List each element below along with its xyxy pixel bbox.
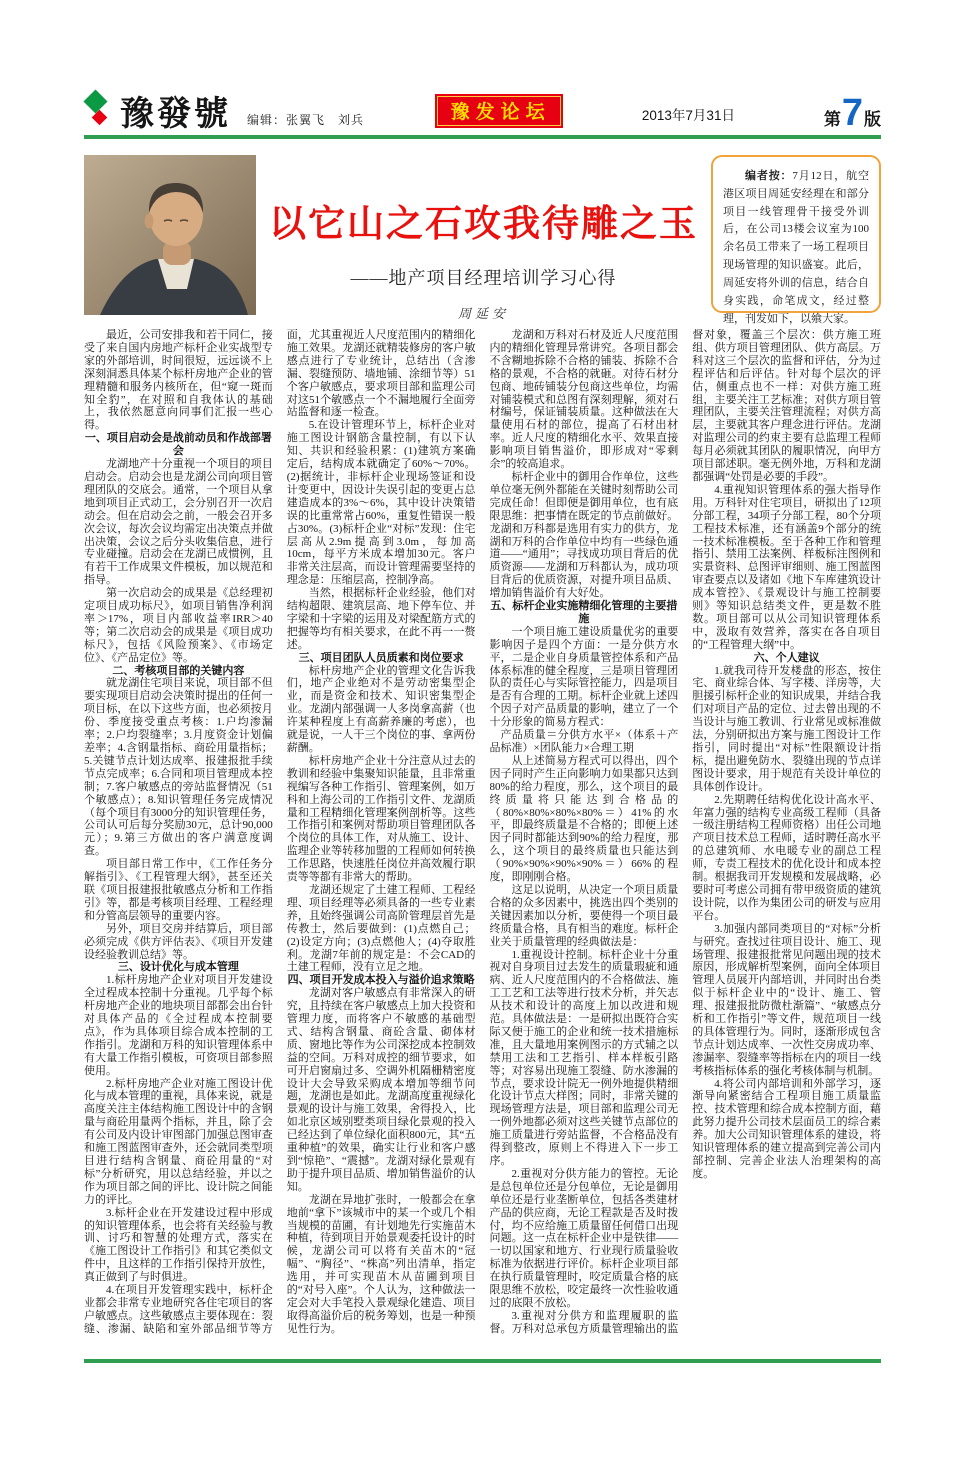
portrait-illustration xyxy=(84,155,256,315)
edition-number: 7 xyxy=(841,91,863,134)
quality-equation: 产品质量＝分供方水平×（体系＋产品标准）×团队能力×合理工期 xyxy=(489,729,679,754)
logo-text: 豫發號 xyxy=(120,96,231,133)
body-paragraph: 1.重视设计控制。标杆企业十分重视对自身项目过去发生的质量瑕疵和通病、近人尺度范围内的不合格做法、施工工艺和工法等进行技术分析，并矢志从技术和设计的高度上加以改进和规范。具体做法是：一是研拟出既符合实际又便于施工的企业和统一技术措施标准，且大量地用案例图示的方式辅之以禁用工法和工艺指引、样本样板引路等；对容易出现施工裂缝、防水渗漏的节点，要求设计院无一例外地提供精细化设计节点大样图；同时，非常关键的现场管理方法是，项目部和监理公司无一例外地都必须对这些关键节点部位的施工质量进行旁站监督，不合格品没有得到整改，原则上不得进入下一步工序。 xyxy=(489,948,679,1167)
edition-prefix: 第 xyxy=(823,109,841,129)
section-heading: 四、项目开发成本投入与溢价追求策略 xyxy=(287,974,475,987)
body-paragraph: 5.在设计管理环节上，标杆企业对施工图设计钢筋含量控制，有以下认知、共识和经验积累：(1)建筑方案确定后，结构成本就确定了60%～70%。(2)据统计，非标杆企业现场签证和设计变更中，因设计失误引起的变更占总建造成本的3%～6%，其中设计决策错误的比重常常占60%，重复性错误一般占30%。(3)标杆企业“对标”发现：住宅层高从2.9m提高到3.0m，每加高10cm，每平方米成本增加30元。客户非常关注层高，而设计管理需要坚持的理念是：压缩层高，控制净高。 xyxy=(286,419,476,587)
article-subtitle: ——地产项目经理培训学习心得 xyxy=(350,268,617,288)
article-title: 以它山之石攻我待雕之玉 xyxy=(269,203,698,244)
body-paragraph: 这足以说明，从决定一个项目质量合格的众多因素中，挑选出四个类别的关键因素加以分析，要使得一个项目最终质量合格，具有相当的难度。标杆企业关于质量管理的经典做法是： xyxy=(489,883,679,948)
body-paragraph: 2.重视对分供方能力的管控。无论是总包单位还是分包单位，无论是御用单位还是行业垄断单位，包括各类建材产品的供应商，无论工程款是否及时拨付，均不应给施工质量留任何借口出现问题。这一点在标杆企业中是铁律——一切以国家和地方、行业现行质量验收标准为依据进行评价。标杆企业项目部在执行质量管理时，咬定质量合格的底限思维不放松，咬定最终一次性验收通过的底限不放松。 xyxy=(489,1167,679,1309)
publication-date: 2013年7月31日 xyxy=(641,108,735,123)
body-paragraph: 3.加强内部同类项目的“对标”分析与研究。查找过往项目设计、施工、现场管理、报建报批常见问题出现的技术原因，形成解析型案例，面向全体项目管理人员展开内部培训，并同时出台类似于标杆企业中的“设计、施工、管理、报建报批防微杜渐篇”、“敏感点分析和工作指引”等文件，规范项目一线的具体管理行为。同时，逐渐形成包含节点计划达成率、一次性交房成功率、渗漏率、裂缝率等指标在内的项目一线考核指标体系的强化考核体制与机制。 xyxy=(692,922,881,1077)
body-paragraph: 从上述简易方程式可以得出，四个因子同时产生正向影响力如果都只达到80%的给力程度，那么，这个项目的最终质量将只能达到合格品的（80%×80%×80%×80%＝）41%的水平，即最终质量是不合格的；即便上述因子同时都能达到90%的给力程度，那么，这个项目的最终质量也只能达到（90%×90%×90%×90%＝）66%的程度，即刚刚合格。 xyxy=(489,754,679,884)
body-paragraph: 标杆房地产企业的管理文化告诉我们，地产企业绝对不是劳动密集型企业，而是资金和技术、知识密集型企业。龙湖内部强调一人多岗拿高薪（也许某种程度上有高薪养廉的考虑），也就是说，一人干三个岗位的事、拿两份薪酬。 xyxy=(286,664,476,754)
body-paragraph: 3.标杆企业在开发建设过程中形成的知识管理体系，也会将有关经验与教训、讨巧和智慧的处理方式，落实在《施工图设计工作指引》和其它类似文件中，且这样的工作指引保持开放性，真正做到了与时俱进。 xyxy=(84,1206,273,1284)
editor-note-box xyxy=(711,155,881,325)
forum-banner xyxy=(435,94,563,128)
body-paragraph: 2.先期聘任结构优化设计高水平、年富力强的结构专业高级工程师（具备一级注册结构工程师资格）出任公司地产项目技术总工程师，适时聘任高水平的总建筑师、水电暖专业的副总工程师，专责工程技术的优化设计和成本控制。根据我司开发规模和发展战略，必要时可考虑公司拥有带甲级资质的建筑设计院，以作为集团公司的研发与应用平台。 xyxy=(692,793,881,922)
body-paragraph: 龙湖还规定了土建工程师、工程经理、项目经理等必须具备的一些专业素养，且始终强调公司高阶管理层首先是传教士，然后要做到：(1)点燃自己；(2)设定方向；(3)点燃他人；(4)夺取胜利。龙湖7年前的规定是：不会CAD的土建工程师，没有立足之地。 xyxy=(286,883,476,974)
editor-note-label: 编者按： xyxy=(745,170,793,182)
body-paragraph: 标杆房地产企业十分注意从过去的教训和经验中集聚知识能量，且非常重视编写各种工作指引、管理案例，如万科和上海公司的工作指引文件、龙湖质量和工程精细化管理案例剖析等。这些工作指引和案例对帮助项目管理团队各个岗位的具体工作，对从施工、设计、监理企业等转移加盟的工程师如何转换工作思路，快速胜任岗位并高效履行职责等等都有非常大的帮助。 xyxy=(286,754,476,884)
section-heading: 五、标杆企业实施精细化管理的主要措施 xyxy=(490,600,678,625)
body-paragraph: 1.标杆房地产企业对项目开发建设全过程成本控制十分重视。几乎每个标杆房地产企业的地块项目部都会出台针对具体产品的《全过程成本控制要点》，作为具体项目综合成本控制的工作指引。龙湖和万科的知识管理体系中有大量工作指引模板，可资项目部参照使用。 xyxy=(84,974,273,1077)
body-paragraph: 龙湖在异地扩张时，一般都会在拿地前“拿下”该城市中的某一个或几个相当规模的苗圃，有计划地先行实施苗木种植，待到项目开始景观委托设计的时候，龙湖公司可以将有关苗木的“冠幅”、“胸径”、“株高”列出清单，指定选用，并可实现苗木从苗圃到项目的“对号入座”。个人认为，这种做法一定会对大手笔投入景观绿化建造、项目取得高溢价后的税务筹划，也是一种预见性行为。 xyxy=(286,1193,476,1335)
title-block xyxy=(256,155,711,319)
body-paragraph: 另外，项目交房并结算后，项目部必须完成《供方评估表》、《项目开发建设经验教训总结》等。 xyxy=(84,922,273,961)
editor-note-text: 7月12日，航空港区项目周延安经理在和部分项目一线管理骨干接受外训后，在公司13楼会议室为100余名员工带来了一场工程项目现场管理的知识盛宴。此后，周延安将外训的信息，结合自身实践，命笔成文，经过整理，刊发如下，以飨大家。 xyxy=(723,170,870,325)
forum-banner-text: 豫发论坛 xyxy=(450,102,551,123)
section-heading: 二、考核项目部的关键内容 xyxy=(112,664,245,677)
body-paragraph: 2.标杆房地产企业对施工图设计优化与成本管理的重视，具体来说，就是高度关注主体结构施工图设计中的含钢量与商砼用量两个指标，并且，除了会有公司及内设计审图部门加强总图审查和施工图蓝图审查外，还会就同类型项目进行结构含钢量、商砼用量的“对标”分析研究，用以总结经验，并以之作为项目部之间的评比、设计院之间能力的评比。 xyxy=(84,1077,273,1206)
body-paragraph: 标杆企业中的御用合作单位，这些单位毫无例外都能在关键时刻帮助公司完成任命！但即便是御用单位，也有底限思维：把事情在既定的节点前做好。龙湖和万科都是选用有实力的供方，龙湖和万科的合作单位中均有一些绿色通道——“通用”；寻找成功项目背后的优质资源——龙湖和万科都认为，成功项目背后的优质资源，对提升项目品质、增加销售溢价有大好处。 xyxy=(489,470,679,600)
body-paragraph: 4.将公司内部培训和外部学习，逐渐导向紧密结合工程项目施工质量监控、技术管理和综合成本控制方面，藉此努力提升公司技术层面员工的综合素养。加大公司知识管理体系的建设，将知识管理体系的建立提高到完善公司内部控制、完善企业法人治理架构的高度。 xyxy=(692,1077,881,1180)
body-paragraph: 当然，根据标杆企业经验，他们对结构超限、建筑层高、地下停车位、并字梁和十字梁的运用及对梁配筋方式的把握等均有相关要求，在此不再一一赘述。 xyxy=(286,587,476,651)
article-header xyxy=(84,155,881,325)
body-paragraph: 第一次启动会的成果是《总经理初定项目成功标尺》，如项目销售净利润率＞17%，项目内部收益率IRR＞40等；第二次启动会的成果是《项目成功标尺》，包括《风险预案》、《市场定位》、《产品定位》等。 xyxy=(84,587,273,664)
bottom-divider xyxy=(84,1359,881,1363)
body-paragraph: 4.在项目开发管理实践中，标杆企业都会非常专业地研究各住宅项目的客户敏感点。这些敏感点主要体现在：裂缝、渗漏、缺陷和室外部品细节等方面，尤其重视近人尺度范围内的精细化施工效果。龙湖还就精装修房的客户敏感点进行了专业统计，总结出（含渗漏、裂缝预防、墙地铺、涂细节等）51个客户敏感点，要求项目部和监理公司对这51个敏感点一个不漏地履行全面旁站监督和逐一检查。 xyxy=(84,329,476,1335)
body-paragraph: 4.重视知识管理体系的强大指导作用。万科针对住宅项目，研拟出了12项分部工程，34项子分部工程，80个分项工程技术标准，还有涵盖9个部分的统一技术标准模板。至于各种工作和管理指引、禁用工法案例、样板标注图例和实景资料、总图评审细则、施工图蓝图审查要点以及诸如《地下车库建筑设计成本管控》、《景观设计与施工控制要则》等知识总结类文件，更是数不胜数。项目部可以从公司知识管理体系中，汲取有效营养，落实在各自项目的“工程管理大纲”中。 xyxy=(692,483,881,651)
newspaper-logo xyxy=(84,90,364,132)
body-paragraph: 一个项目施工建设质量优劣的重要影响因子是四个方面：一是分供方水平，二是企业自身质量管控体系和产品体系标准的健全程度，三是项目管理团队的责任心与实际管控能力，四是项目是否有合理的工期。标杆企业就上述四个因子对产品质量的影响，建立了一个十分形象的简易方程式： xyxy=(489,625,679,729)
masthead-divider xyxy=(84,135,881,139)
body-paragraph: 最近，公司安排我和若干同仁，接受了来自国内房地产标杆企业实战型专家的外部培训，时间很短，远远谈不上深刻洞悉具体某个标杆房地产企业的管理精髓和服务内核所在，但“窥一斑而知全豹”，在对照和自我体认的基础上，我依然愿意向同事们汇报一些心得。 xyxy=(84,329,273,432)
editors-credit: 编辑：张翼飞 刘兵 xyxy=(247,113,365,127)
newspaper-page xyxy=(0,84,965,1478)
section-heading: 六、个人建议 xyxy=(753,651,820,664)
body-paragraph: 龙湖和万科对石材及近人尺度范围内的精细化管理异常讲究。各项目都会不含糊地拆除不合格的铺装、拆除不合格的景观，不合格的就砸。对待石材分包商、地砖铺装分包商这些单位，均需对铺装模式和总图有深刻理解，须对石材编号，保证铺装质量。这种做法在大量使用石材的部位，提高了石材出材率。近人尺度的精细化水平、效果直接影响项目销售溢价，即形成对“零剩余”的较高追求。 xyxy=(489,329,679,471)
body-paragraph: 1.就我司待开发楼盘的形态，按住宅、商业综合体、写字楼、洋房等，大胆援引标杆企业的知识成果，并结合我们对项目产品的定位、过去曾出现的不当设计与施工教训、行业常见或标准做法，分别研拟出方案与施工图设计工作指引，同时提出“对标”性限额设计指标，提出避免防水、裂缝出现的节点详图设计要求，用于规范有关设计单位的具体创作设计。 xyxy=(692,664,881,793)
body-paragraph: 就龙湖住宅项目来说，项目部不但要实现项目启动会决策时提出的任何一项目标，在以下这些方面，也必须按月份、季度接受重点考核：1.户均渗漏率；2.户均裂缝率；3.月度资金计划偏差率；4.含钢量指标、商砼用量指标；5.关键节点计划达成率、报建报批手续节点完成率；6.合同和项目管理成本控制；7.客户敏感点的旁站监督情况（51个敏感点）；8.知识管理任务完成情况（每个项目有3000分的知识管理任务，公司认可后每分奖励30元，总计90,000元）；9.第三方做出的客户满意度调查。 xyxy=(84,677,273,858)
article-body xyxy=(84,329,881,1345)
section-heading: 三、项目团队人员质素和岗位要求 xyxy=(298,651,464,664)
logo-diamond-icon xyxy=(84,90,114,132)
body-paragraph: 3.重视对分供方和监理履职的监督。万科对总承包方质量管理输出的监督对象，覆盖三个层次：供方施工班组、供方项目管理团队、供方高层。万科对这三个层次的监督和评估，分为过程评估和后评估。针对每个层次的评估，侧重点也不一样：对供方施工班组，主要关注工艺标准；对供方项目管理团队，主要关注管理流程；对供方高层，主要就其客户理念进行评估。龙湖对监理公司的约束主要有总监理工程师每月必须就其团队的履职情况，向甲方项目部述职。毫无例外地，万科和龙湖都强调“处罚是必要的手段”。 xyxy=(489,329,881,1335)
body-paragraph: 龙湖对客户敏感点有非常深入的研究，且持续在客户敏感点上加大投资和管理力度，而将客户不敏感的基础型式、结构含钢量、商砼含量、砌体材质、窗地比等作为公司深挖成本控制效益的空间。万科对成控的细节要求，如可开启窗扇过多、空调外机隔栅精密度设计大会导致采购成本增加等细节问题，龙湖也是如此。龙湖高度重视绿化景观的设计与施工效果，舍得投入，比如北京区域别墅类项目绿化景观的投入已经达到了单位绿化面积800元，其“五重种植”的效果，确实让行业和客户感到“惊艳”、“震撼”。龙湖对绿化景观有助于提升项目品质、增加销售溢价的认知。 xyxy=(286,987,476,1193)
editor-note-paragraph xyxy=(723,168,869,328)
edition-label xyxy=(823,91,881,134)
edition-suffix: 版 xyxy=(864,109,881,129)
section-heading: 一、项目启动会是战前动员和作战部署会 xyxy=(84,432,272,458)
body-paragraph: 龙湖地产十分重视一个项目的项目启动会。启动会也是龙湖公司向项目管理团队的交底会。通常，一个项目从拿地到项目正式动工，会分别召开一次启动会。但在启动会之前，一般会召开多次会议，每次会议均需定出决策点并做出决策，会议之后分头收集信息，进行专业碰撞。启动会在龙湖已成惯例，且有若干工作成果文件模板，加以规范和指导。 xyxy=(84,458,273,587)
author-portrait-photo xyxy=(84,155,256,315)
masthead xyxy=(84,84,881,132)
body-paragraph: 项目部日常工作中，《工作任务分解指引》、《工程管理大纲》，甚至还关联《项目报建报批敏感点分析和工作指引》等，都是考核项目经理、工程经理和分管高层领导的重要内容。 xyxy=(84,858,273,922)
section-heading: 三、设计优化与成本管理 xyxy=(117,961,239,974)
article-author: 周延安 xyxy=(457,306,509,321)
